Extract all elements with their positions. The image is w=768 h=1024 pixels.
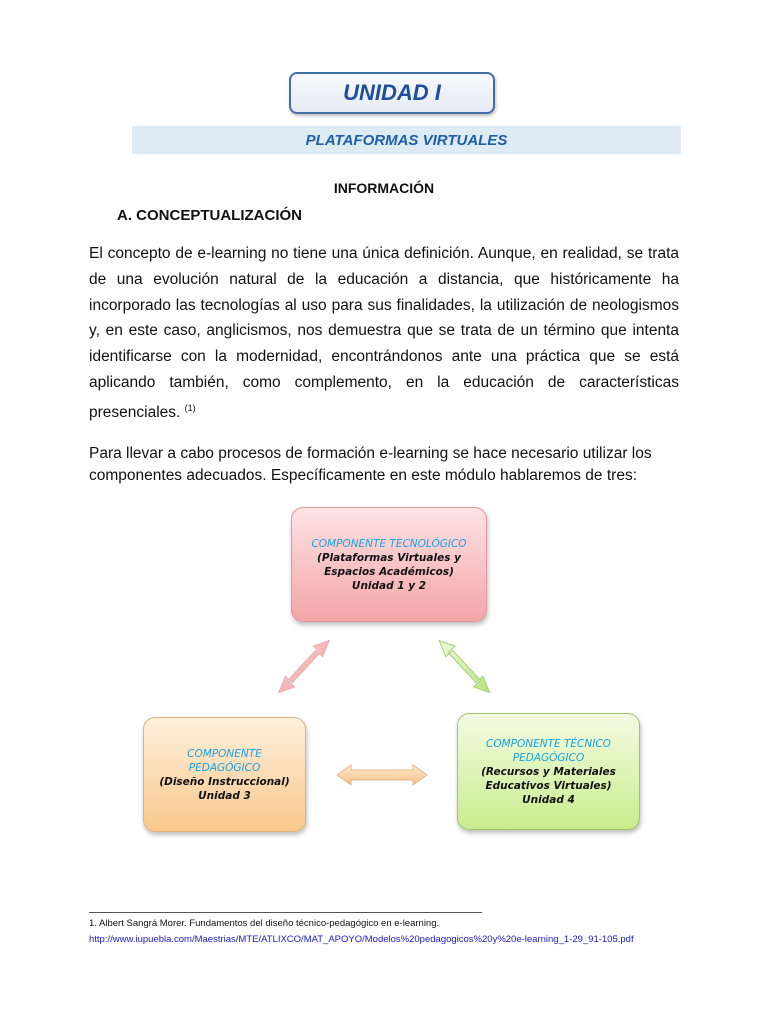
pedagogical-component-unit: Unidad 3: [198, 789, 251, 802]
tech-component-unit: Unidad 1 y 2: [351, 579, 427, 592]
tech-pedagogical-component-title: COMPONENTE TÉCNICO PEDAGÓGICO: [486, 737, 611, 764]
tech-pedagogical-component-detail: (Recursos y Materiales Educativos Virtuales): [481, 765, 616, 792]
paragraph-2: Para llevar a cabo procesos de formación e-learning se hace necesario utilizar los componentes adecuados. Específicamente en este módulo hablaremos de tres:: [89, 445, 652, 484]
tech-component-title: COMPONENTE TECNOLÓGICO: [311, 537, 467, 550]
tech-pedagogical-component-box: [457, 713, 640, 830]
unit-title: UNIDAD I: [343, 80, 441, 105]
pedagogical-component-title: COMPONENTE PEDAGÓGICO: [187, 747, 262, 774]
pedagogical-component-box: [143, 717, 306, 832]
tech-pedagogical-component-unit: Unidad 4: [522, 793, 575, 806]
reference-marker: (1): [184, 402, 196, 413]
arrow-tech-techpedagogical: [439, 641, 489, 693]
unit-title-box: [289, 72, 495, 114]
subtitle: PLATAFORMAS VIRTUALES: [305, 131, 508, 149]
footnote-divider: [89, 912, 482, 913]
info-heading: INFORMACIÓN: [333, 180, 435, 196]
paragraph-1: [89, 241, 679, 426]
tech-component-detail: (Plataformas Virtuales y Espacios Académicos): [317, 551, 461, 578]
section-heading: A. CONCEPTUALIZACIÓN: [117, 207, 302, 224]
arrow-tech-pedagogical: [279, 641, 329, 693]
footnote-link[interactable]: http://www.iupuebla.com/Maestrias/MTE/ATLIXCO/MAT_APOYO/Modelos%20pedagogicos%20y%20e-learning_1-29_91-105.pdf: [89, 934, 634, 945]
subtitle-band: [132, 126, 681, 154]
paragraph-1-text: El concepto de e-learning no tiene una única definición. Aunque, en realidad, se trata de una evolución natural de la educación a distancia, que históricamente ha incorporado las tecnologías al uso para sus finalidades, la utilización de neologismos y, en este caso, anglicismos, nos demuestra que se trata de un término que intenta identificarse con la modernidad, encontrándonos ante una práctica que se está aplicando también, como complemento, en la educación de características presenciales.: [89, 245, 679, 421]
pedagogical-component-detail: (Diseño Instruccional): [159, 775, 290, 788]
footnote-text: 1. Albert Sangrá Morer. Fundamentos del diseño técnico-pedagógico en e-learning.: [89, 918, 440, 929]
arrow-pedagogical-techpedagogical: [337, 765, 427, 785]
tech-component-box: [291, 507, 487, 622]
